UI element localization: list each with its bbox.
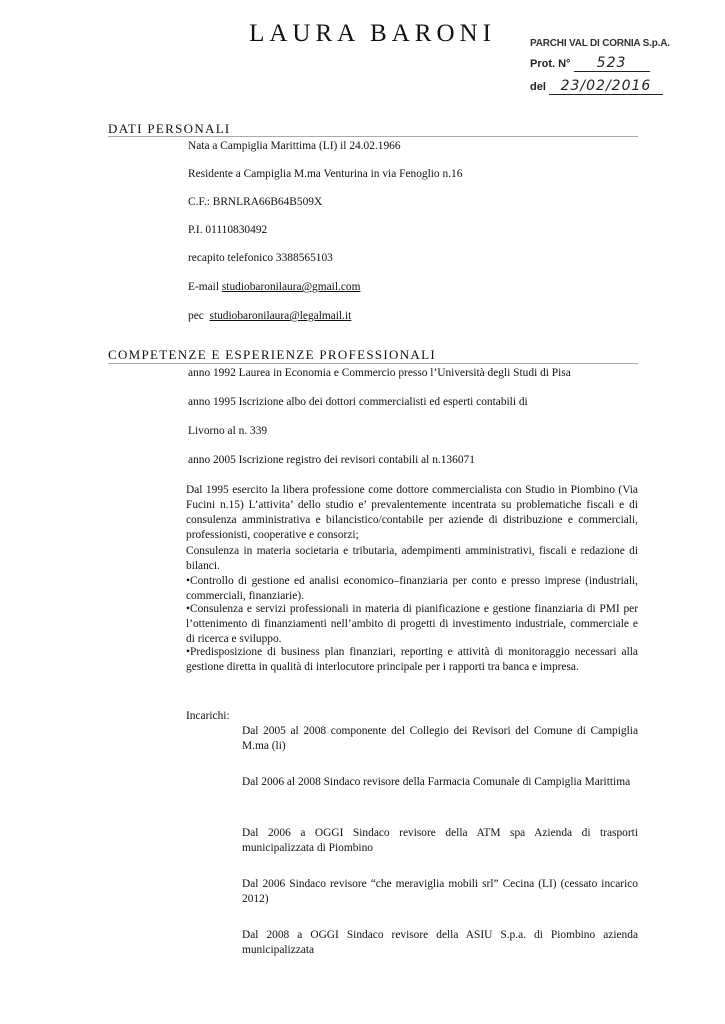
assignment-item: Dal 2006 Sindaco revisore “che meraviglia mobili srl” Cecina (LI) (cessato incarico 2012) — [242, 878, 638, 905]
section-divider — [108, 363, 638, 364]
residence-info: Residente a Campiglia M.ma Venturina in via Fenoglio n.16 — [188, 168, 463, 180]
bullet-item: •Predisposizione di business plan finanziari, reporting e attività di monitoraggio necessari alla gestione diretta in qualità di interlocutore principale per i rapporti tra banca e impresa. — [186, 646, 638, 673]
assignment-item: Dal 2006 a OGGI Sindaco revisore della ATM spa Azienda di trasporti municipalizzata di Piombino — [242, 827, 638, 854]
consulting-paragraph: Consulenza in materia societaria e tributaria, adempimenti amministrativi, fiscali e redazione di bilanci. — [186, 545, 638, 572]
section-heading-personal: DATI PERSONALI — [108, 121, 231, 136]
stamp-prot-number: 523 — [574, 55, 650, 72]
stamp-protocol-row — [530, 55, 680, 72]
experience-item: anno 2005 Iscrizione registro dei revisori contabili al n.136071 — [188, 454, 475, 466]
bullet-item: •Controllo di gestione ed analisi economico–finanziaria per conto e presso imprese (industriali, commerciali, finanziarie). — [186, 575, 638, 602]
experience-item: anno 1992 Laurea in Economia e Commercio presso l’Università degli Studi di Pisa — [188, 367, 571, 379]
stamp-prot-label: Prot. N° — [530, 58, 571, 70]
vat-number: P.I. 01110830492 — [188, 224, 268, 236]
section-divider — [108, 136, 638, 137]
assignments-label: Incarichi: — [186, 710, 230, 722]
experience-item: Livorno al n. 339 — [188, 425, 268, 437]
email-label: E-mail — [188, 281, 219, 293]
email-row — [188, 281, 360, 293]
stamp-date-row — [530, 78, 680, 95]
birth-info: Nata a Campiglia Marittima (LI) il 24.02.1966 — [188, 140, 401, 152]
pec-row — [188, 310, 351, 322]
assignment-item: Dal 2005 al 2008 componente del Collegio dei Revisori del Comune di Campiglia M.ma (li) — [242, 725, 638, 752]
assignment-item: Dal 2006 al 2008 Sindaco revisore della Farmacia Comunale di Campiglia Marittima — [242, 776, 631, 788]
professional-activity-paragraph: Dal 1995 esercito la libera professione come dottore commercialista con Studio in Piombino (Via Fucini n.15) L’attivita’ dello studio e’ prevalentemente incentrata su problematiche fiscali e di consulenza amministrativa e bilancistico/contabile per aziende di distribuzione e commerciali, professionisti, cooperative e consorzi; — [186, 484, 638, 541]
pec-label: pec — [188, 310, 204, 322]
stamp-date-value: 23/02/2016 — [549, 78, 663, 95]
experience-item: anno 1995 Iscrizione albo dei dottori commercialisti ed esperti contabili di — [188, 396, 528, 408]
protocol-stamp — [530, 38, 680, 95]
pec-link[interactable]: studiobaronilaura@legalmail.it — [209, 310, 352, 322]
section-heading-experience: COMPETENZE E ESPERIENZE PROFESSIONALI — [108, 347, 436, 362]
assignment-item: Dal 2008 a OGGI Sindaco revisore della ASIU S.p.a. di Piombino azienda municipalizzata — [242, 929, 638, 956]
stamp-organization: PARCHI VAL DI CORNIA S.p.A. — [530, 38, 670, 49]
page-title: LAURA BARONI — [249, 20, 496, 47]
bullet-item: •Consulenza e servizi professionali in materia di pianificazione e gestione finanziaria di PMI per l’ottenimento di finanziamenti nell’ambito di progetti di investimento industriale, commerciale e di ricerca e sviluppo. — [186, 603, 638, 645]
phone-number: recapito telefonico 3388565103 — [188, 252, 333, 264]
stamp-date-label: del — [530, 81, 546, 93]
tax-code: C.F.: BRNLRA66B64B509X — [188, 196, 323, 208]
email-link[interactable]: studiobaronilaura@gmail.com — [221, 281, 361, 293]
